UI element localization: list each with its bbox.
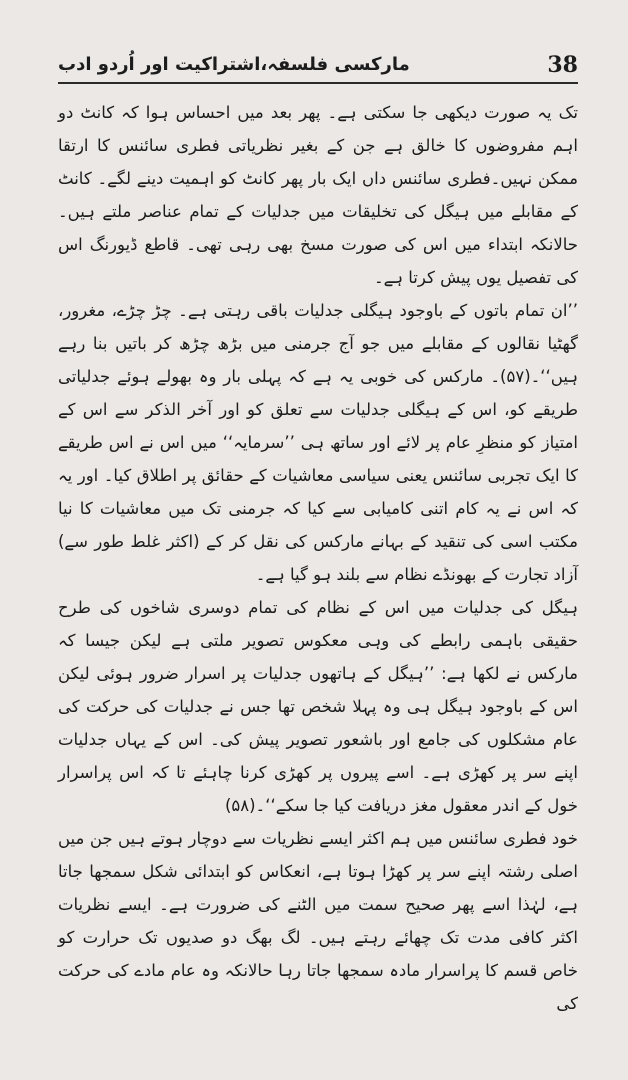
page-header [58,44,578,84]
page-body [58,96,578,1020]
paragraph-1: تک یہ صورت دیکھی جا سکتی ہے۔ پھر بعد میں احساس ہوا کہ کانٹ دو اہم مفروضوں کا خالق ہے جن کے بغیر نظریاتی فطری سائنس کا ارتقا ممکن نہیں۔فطری سائنس داں ایک بار پھر کانٹ کو اہمیت دینے لگے۔ کانٹ کے مقابلے میں ہیگل کی تخلیقات میں جدلیات کے تمام عناصر ملتے ہیں۔ حالانکہ ابتداء میں اس کی صورت مسخ بھی رہی تھی۔ قاطع ڈیورنگ اس کی تفصیل یوں پیش کرتا ہے۔ [58,103,578,287]
paragraph-3: ہیگل کی جدلیات میں اس کے نظام کی تمام دوسری شاخوں کی طرح حقیقی باہمی رابطے کی وہی معکوس تصویر ملتی ہے لیکن جیسا کہ مارکس نے لکھا ہے: ’’ہیگل کے ہاتھوں جدلیات پر اسرار ضرور ہوئی لیکن اس کے باوجود ہیگل ہی وہ پہلا شخص تھا جس نے جدلیات کی حرکت کی عام مشکلوں کی جامع اور باشعور تصویر پیش کی۔ اس کے یہاں جدلیات اپنے سر پر کھڑی ہے۔ اسے پیروں پر کھڑی کرنا چاہئے تا کہ اس پراسرار خول کے اندر معقول مغز دریافت کیا جا سکے‘‘۔(۵۸) [58,598,578,815]
page-number: 38 [547,52,578,78]
running-title: مارکسی فلسفہ،اشتراکیت اور اُردو ادب [58,54,410,75]
paragraph-2: ’’ان تمام باتوں کے باوجود ہیگلی جدلیات باقی رہتی ہے۔ چڑ چڑے، مغرور، گھٹیا نقالوں کے مقابلے میں جو آج جرمنی میں بڑھ چڑھ کر باتیں بنا رہے ہیں‘‘۔(۵۷)۔ مارکس کی خوبی یہ ہے کہ پہلی بار وہ بھولے ہوئے جدلیاتی طریقے کو، اس کے ہیگلی جدلیات سے تعلق کو اور آخر الذکر سے اس کے امتیاز کو منظرِ عام پر لائے اور ساتھ ہی ’’سرمایہ‘‘ میں اس نے اس طریقے کا ایک تجربی سائنس یعنی سیاسی معاشیات کے حقائق پر اطلاق کیا۔ اور یہ کہ اس نے یہ کام اتنی کامیابی سے کیا کہ جرمنی تک میں معاشیات کا نیا مکتب اسی کی تنقید کے بہانے مارکس کی نقل کر کے (اکثر غلط طور سے) آزاد تجارت کے بھونڈے نظام سے بلند ہو گیا ہے۔ [58,301,578,584]
paragraph-4: خود فطری سائنس میں ہم اکثر ایسے نظریات سے دوچار ہوتے ہیں جن میں اصلی رشتہ اپنے سر پر کھڑا ہوتا ہے، انعکاس کو ابتدائی شکل سمجھا جاتا ہے، لہٰذا اسے پھر صحیح سمت میں الٹنے کی ضرورت ہے۔ ایسے نظریات اکثر کافی مدت تک چھائے رہتے ہیں۔ لگ بھگ دو صدیوں تک حرارت کو خاص قسم کا پراسرار مادہ سمجھا جاتا رہا حالانکہ وہ عام مادے کی حرکت کی [58,829,578,1013]
